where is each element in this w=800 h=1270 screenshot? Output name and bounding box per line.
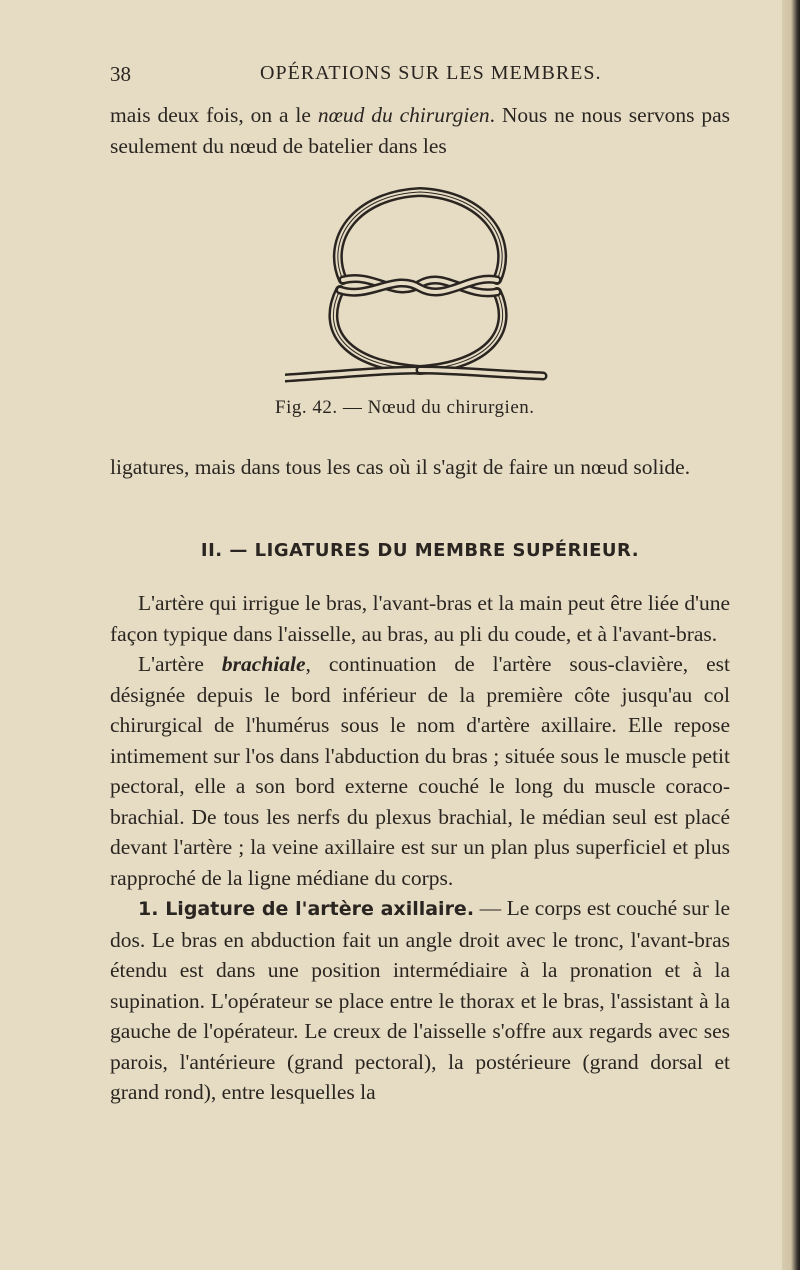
paragraph-3 [110,893,730,1108]
knot-illustration [285,180,555,390]
subsection-heading: 1. Ligature de l'artère axillaire. [138,898,475,920]
figure-caption: Fig. 42. — Nœud du chirurgien. [275,397,535,418]
paragraph-2 [110,649,730,893]
post-figure-paragraph [110,452,730,483]
paragraph-3-text: — Le corps est couché sur le dos. Le bras en abduction fait un angle droit avec le tronc, l'avant-bras étendu est dans une position intermédiaire à la pronation et à la supination. L'opérateur se place entre le thorax et le bras, l'assistant à la gauche de l'opérateur. Le creux de l'aisselle s'offre aux regards avec ses parois, l'antérieure (grand pectoral), la postérieure (grand dorsal et grand rond), entre lesquelles la [110,896,730,1104]
section-heading: II. — LIGATURES DU MEMBRE SUPÉRIEUR. [200,540,640,561]
intro-paragraph [110,100,730,161]
page-header [110,62,730,92]
paragraph-2-term: brachiale [221,652,306,676]
page-number: 38 [110,62,131,86]
running-title: OPÉRATIONS SUR LES MEMBRES. [260,62,602,84]
intro-italic-term: nœud du chirurgien [317,103,490,127]
page-edge [782,0,800,1270]
intro-text-end: . Nous ne nous servons pas seulement du nœud de batelier dans les [110,103,731,158]
paragraph-2-start: L'artère [138,652,222,676]
paragraph-1: L'artère qui irrigue le bras, l'avant-bras et la main peut être liée d'une façon typique dans l'aisselle, au bras, au pli du coude, et à l'avant-bras. [110,591,730,646]
intro-text-start: mais deux fois, on a le [110,103,318,127]
paragraph-2-rest: , continuation de l'artère sous-clavière, est désignée depuis le bord inférieur de la première côte jusqu'au col chirurgical de l'humérus sous le nom d'artère axillaire. Elle repose intimement sur l'os dans l'abduction du bras ; située sous le muscle petit pectoral, elle a son bord externe couché le long du muscle coraco-brachial. De tous les nerfs du plexus brachial, le médian seul est placé devant l'artère ; la veine axillaire est sur un plan plus superficiel et plus rapproché de la ligne médiane du corps. [110,652,730,890]
main-text [110,588,730,1108]
post-figure-text: ligatures, mais dans tous les cas où il s'agit de faire un nœud solide. [110,455,691,479]
surgeons-knot-drawing [285,180,555,390]
